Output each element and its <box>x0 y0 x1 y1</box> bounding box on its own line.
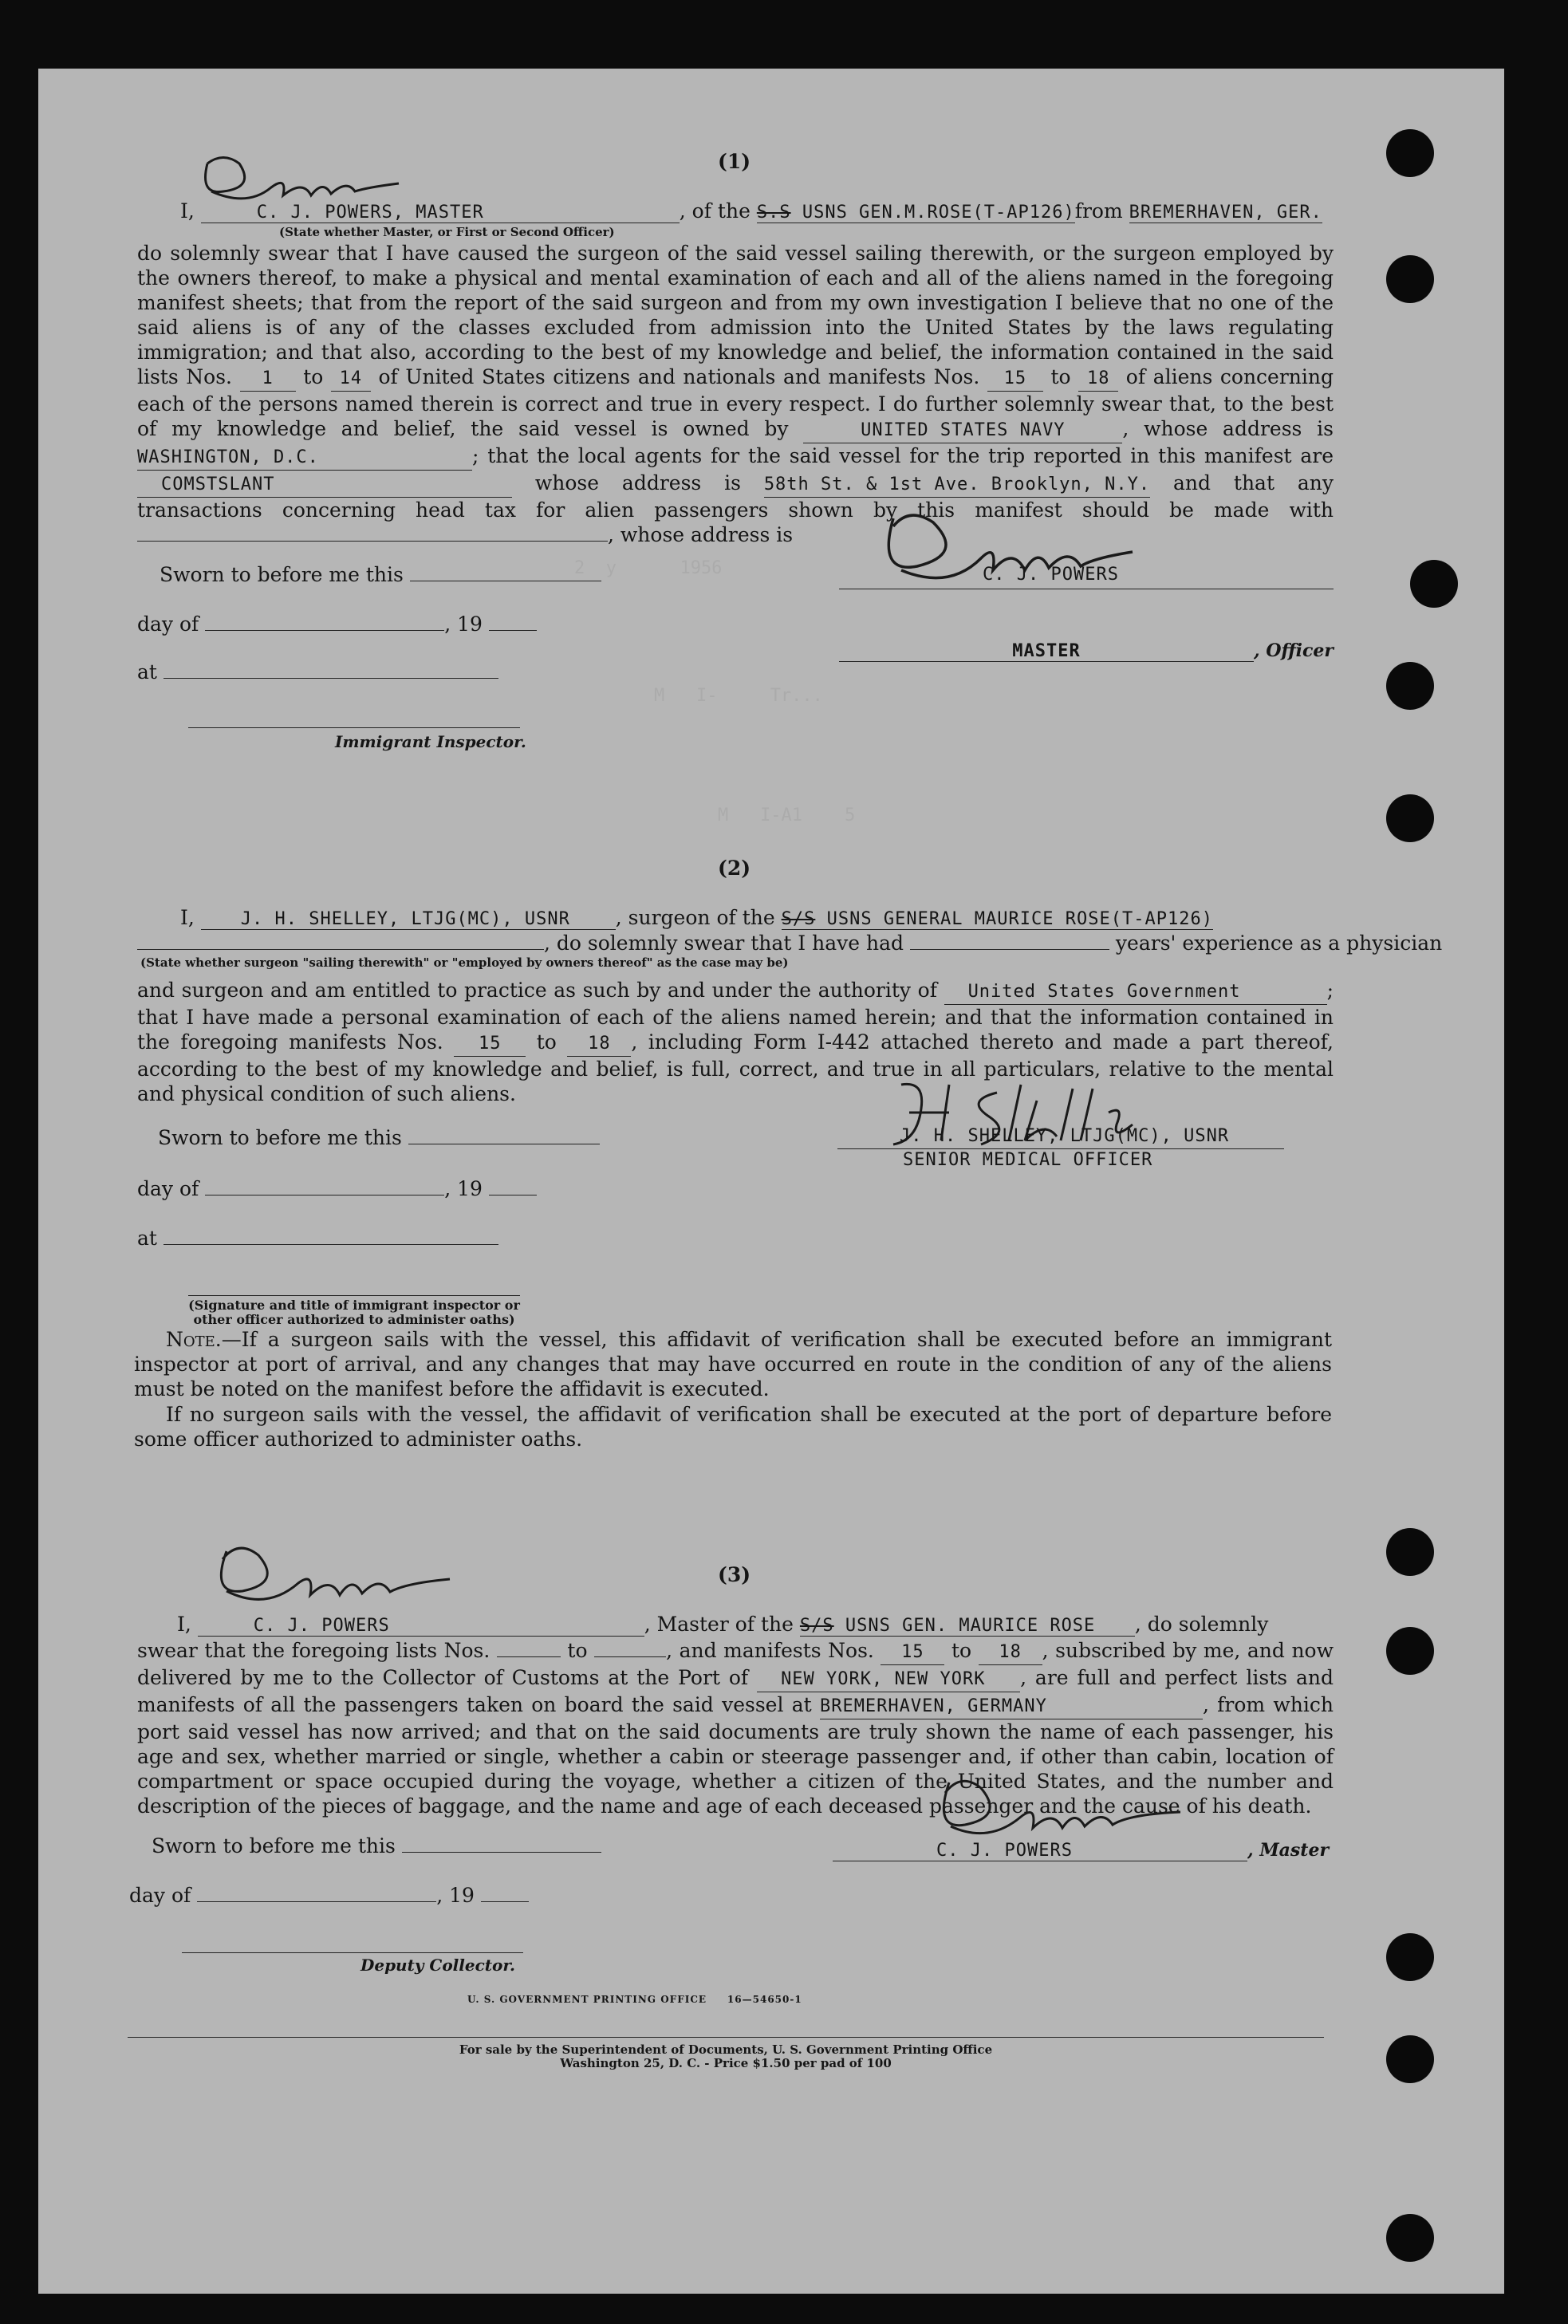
of-the-label: , of the <box>679 199 751 223</box>
sworn-line <box>152 1834 601 1857</box>
master-name-field: C. J. POWERS <box>198 1616 644 1637</box>
oath-text-2: ; that I have made a personal examination of each of the aliens named herein; and that the information contained in the foregoing manifests Nos. <box>137 979 1334 1054</box>
vessel-prefix: S/S <box>799 1616 834 1636</box>
oath-text-1: and surgeon and am entitled to practice as such by and under the authority of <box>137 979 937 1002</box>
section-3-oath-line <box>177 1613 1268 1637</box>
note-paragraph-1 <box>134 1327 1332 1401</box>
vessel-name: USNS GEN.M.ROSE(T-AP126) <box>802 203 1075 223</box>
at-label: at <box>137 660 157 683</box>
sale-notice-line-2: Washington 25, D. C. - Price $1.50 per pad of 100 <box>560 2056 892 2070</box>
oath-lead: I, <box>180 906 195 929</box>
years-label: years' experience as a physician <box>1115 932 1443 955</box>
lists-from-field <box>497 1656 561 1657</box>
powers-signature <box>917 1771 1188 1842</box>
master-label: , Master <box>1247 1840 1330 1861</box>
at-line <box>137 660 498 683</box>
section-3-number: (3) <box>718 1563 751 1586</box>
powers-initial-signature <box>195 1539 466 1611</box>
day-field <box>197 1901 436 1902</box>
punch-hole <box>1386 1933 1434 1981</box>
punch-hole <box>1386 2035 1434 2083</box>
officer-line <box>839 638 1334 662</box>
manifests-from-field: 15 <box>454 1031 526 1057</box>
inspector-signature-line <box>188 727 520 728</box>
oath-text-2: , and manifests Nos. <box>666 1639 874 1662</box>
punch-hole <box>1386 129 1434 177</box>
punch-hole <box>1410 560 1458 608</box>
to-label: to <box>951 1639 972 1662</box>
vessel-name: USNS GEN. MAURICE ROSE <box>845 1616 1096 1636</box>
section-1-oath-text <box>137 241 1334 547</box>
to-label: to <box>303 365 324 388</box>
master-typed-name: C. J. POWERS <box>983 565 1119 585</box>
punch-hole <box>1386 1627 1434 1675</box>
manifests-to-field: 18 <box>979 1640 1042 1665</box>
oath-text-3: , subscribed by me, and now delivered by me to the Collector of Customs at the Port of <box>137 1639 1334 1689</box>
punch-hole <box>1386 794 1434 842</box>
oath-text-7: and that any transactions concerning head tax for alien passengers shown by this manifest should be made with <box>137 471 1334 522</box>
to-label: to <box>536 1030 557 1054</box>
section-1-number: (1) <box>718 150 751 173</box>
oath-text-8: , whose address is <box>608 523 794 546</box>
inspector-caption: Immigrant Inspector. <box>335 732 526 751</box>
master-name-field: C. J. POWERS, MASTER <box>201 203 680 223</box>
punch-hole <box>1386 255 1434 303</box>
oath-text-1: swear that the foregoing lists Nos. <box>137 1639 490 1662</box>
day-line <box>129 1884 529 1907</box>
owner-address-field: WASHINGTON, D.C. <box>137 445 472 471</box>
bleed-through-print: 2 y 1956 <box>574 558 723 578</box>
master-typed-name: C. J. POWERS <box>833 1841 1247 1861</box>
oath-text-4: , whose address is <box>1122 417 1334 440</box>
sale-notice <box>367 2043 1085 2070</box>
boarding-port-field: BREMERHAVEN, GERMANY <box>820 1694 1203 1719</box>
from-label: from <box>1074 199 1123 223</box>
at-label: at <box>137 1227 157 1250</box>
lists-to-field: 14 <box>331 366 371 392</box>
sworn-line <box>160 563 601 586</box>
punch-hole <box>1386 662 1434 710</box>
at-line <box>137 1227 498 1250</box>
oath-text-2: of United States citizens and nationals and manifests Nos. <box>378 365 980 388</box>
years-field <box>910 949 1109 950</box>
oath-text-3: , including Form I-442 attached thereto and made a part thereof, according to the best of my knowledge and belief, is full, correct, and true in all particulars, relative to the mental and physical condition of such aliens. <box>137 1030 1334 1105</box>
punch-hole <box>1386 2214 1434 2262</box>
surgeon-vessel-field <box>782 909 1213 930</box>
do-solemnly-label: , do solemnly <box>1134 1613 1269 1636</box>
day-of-label: day of <box>137 613 199 636</box>
master-signature-row <box>833 1838 1329 1861</box>
manifests-from-field: 15 <box>987 366 1043 392</box>
section-2-number: (2) <box>718 857 751 880</box>
note-text-2: If no surgeon sails with the vessel, the affidavit of verification shall be executed at the port of departure before some officer authorized to administer oaths. <box>134 1403 1332 1451</box>
note-label: Note. <box>166 1328 222 1351</box>
sworn-date-field <box>402 1852 601 1853</box>
vessel-name: USNS GENERAL MAURICE ROSE(T-AP126) <box>826 909 1213 929</box>
day-of-label: day of <box>129 1884 191 1907</box>
sailing-status-field <box>137 949 544 950</box>
surgeon-title: SENIOR MEDICAL OFFICER <box>903 1150 1153 1170</box>
departure-port-field: BREMERHAVEN, GER. <box>1129 203 1322 223</box>
year-label: , 19 <box>444 613 483 636</box>
day-line <box>137 613 537 636</box>
oath-text-5: ; that the local agents for the said vessel for the trip reported in this manifest are <box>472 444 1334 467</box>
to-label: to <box>567 1639 588 1662</box>
lists-from-field: 1 <box>240 366 296 392</box>
inspector-signature-line <box>188 1295 520 1296</box>
oath-text-4: , are full and perfect lists and manifests of all the passengers taken on board the said vessel at <box>137 1666 1334 1716</box>
swear-label: , do solemnly swear that I have had <box>544 932 904 955</box>
footer-rule <box>128 2037 1324 2038</box>
section-1-oath-line <box>180 199 1322 223</box>
inspector-caption <box>188 1298 520 1327</box>
sworn-label: Sworn to before me this <box>160 563 404 586</box>
at-field <box>163 678 498 679</box>
surgeon-signature-line <box>837 1148 1284 1149</box>
surgeon-typed-name: J. H. SHELLEY, LTJG(MC), USNR <box>900 1126 1230 1146</box>
agents-address-field: 58th St. & 1st Ave. Brooklyn, N.Y. <box>764 472 1150 498</box>
manifests-from-field: 15 <box>881 1640 944 1665</box>
punch-hole <box>1386 1528 1434 1576</box>
day-field <box>205 630 444 631</box>
day-of-label: day of <box>137 1177 199 1200</box>
surgeon-of-label: , surgeon of the <box>615 906 775 929</box>
surgeon-oath-line <box>180 906 1213 930</box>
authority-field: United States Government <box>944 979 1327 1005</box>
vessel-field <box>757 203 1075 223</box>
collector-caption: Deputy Collector. <box>360 1956 516 1975</box>
manifests-to-field: 18 <box>567 1031 631 1057</box>
vessel-prefix: S.S <box>756 203 791 223</box>
at-field <box>163 1244 498 1245</box>
to-label: to <box>1050 365 1071 388</box>
year-label: , 19 <box>436 1884 475 1907</box>
experience-line <box>137 932 1442 955</box>
master-caption: (State whether Master, or First or Second Officer) <box>279 225 615 239</box>
note-text-1: —If a surgeon sails with the vessel, this affidavit of verification shall be executed before an immigrant inspector at port of arrival, and any changes that may have occurred en route in the condition of any of the aliens must be noted on the manifest before the affidavit is executed. <box>134 1328 1332 1400</box>
oath-text-1: do solemnly swear that I have caused the surgeon of the said vessel sailing therewith, or the surgeon employed by the owners thereof, to make a physical and mental examination of each and all of the aliens named in the foregoing manifest sheets; that from the report of the said surgeon and from my own investigation I believe that no one of the said aliens is of any of the classes excluded from admission into the United States by the laws regulating immigration; and that also, according to the best of my knowledge and belief, the information contained in the said lists Nos. <box>137 242 1334 388</box>
master-of-label: , Master of the <box>644 1613 794 1636</box>
day-line <box>137 1177 537 1200</box>
lists-to-field <box>594 1656 666 1657</box>
officer-title-field: MASTER <box>839 641 1254 662</box>
note-paragraph-2 <box>134 1402 1332 1452</box>
bleed-through-print: M I- Tr... <box>654 686 823 706</box>
head-tax-field <box>137 541 608 542</box>
vessel-prefix: S/S <box>781 909 816 929</box>
year-label: , 19 <box>444 1177 483 1200</box>
officer-label: , Officer <box>1254 640 1334 661</box>
bleed-through-print: M I-A1 5 <box>718 806 856 825</box>
sale-notice-line-1: For sale by the Superintendent of Documents, U. S. Government Printing Office <box>459 2042 993 2057</box>
inspector-caption-line-1: (Signature and title of immigrant inspector or <box>188 1298 520 1313</box>
vessel-field <box>800 1616 1135 1637</box>
sworn-line <box>158 1126 600 1149</box>
oath-lead: I, <box>177 1613 191 1636</box>
agents-field: COMSTSLANT <box>137 472 512 498</box>
oath-text-3: of aliens concerning each of the persons named therein is correct and true in every respect. I do further solemnly swear that, to the best of my knowledge and belief, the said vessel is owned by <box>137 365 1334 440</box>
sworn-label: Sworn to before me this <box>152 1834 396 1857</box>
inspector-caption-line-2: other officer authorized to administer oaths) <box>193 1312 515 1327</box>
arrival-port-field: NEW YORK, NEW YORK <box>757 1667 1020 1692</box>
manifests-to-field: 18 <box>1078 366 1118 392</box>
oath-lead: I, <box>180 199 195 223</box>
surgeon-caption: (State whether surgeon "sailing therewith" or "employed by owners thereof" as the case may be) <box>140 955 789 970</box>
owner-field: UNITED STATES NAVY <box>803 418 1122 443</box>
surgeon-name-field: J. H. SHELLEY, LTJG(MC), USNR <box>201 909 616 930</box>
collector-signature-line <box>182 1952 523 1953</box>
sworn-label: Sworn to before me this <box>158 1126 402 1149</box>
oath-text-6: whose address is <box>534 471 741 494</box>
year-field <box>481 1901 529 1902</box>
year-field <box>489 630 537 631</box>
oath-text-5: , from which port said vessel has now arrived; and that on the said documents are truly shown the name of each passenger, his age and sex, whether married or single, whether a cabin or steerage passenger and, if other than cabin, location of compartment or space occupied during the voyage, whether a citizen of the United States, and the number and description of the pieces of baggage, and the name and age of each deceased passenger and the cause of his death. <box>137 1693 1334 1818</box>
printing-office-imprint: U. S. GOVERNMENT PRINTING OFFICE 16—54650-1 <box>467 1994 802 2005</box>
